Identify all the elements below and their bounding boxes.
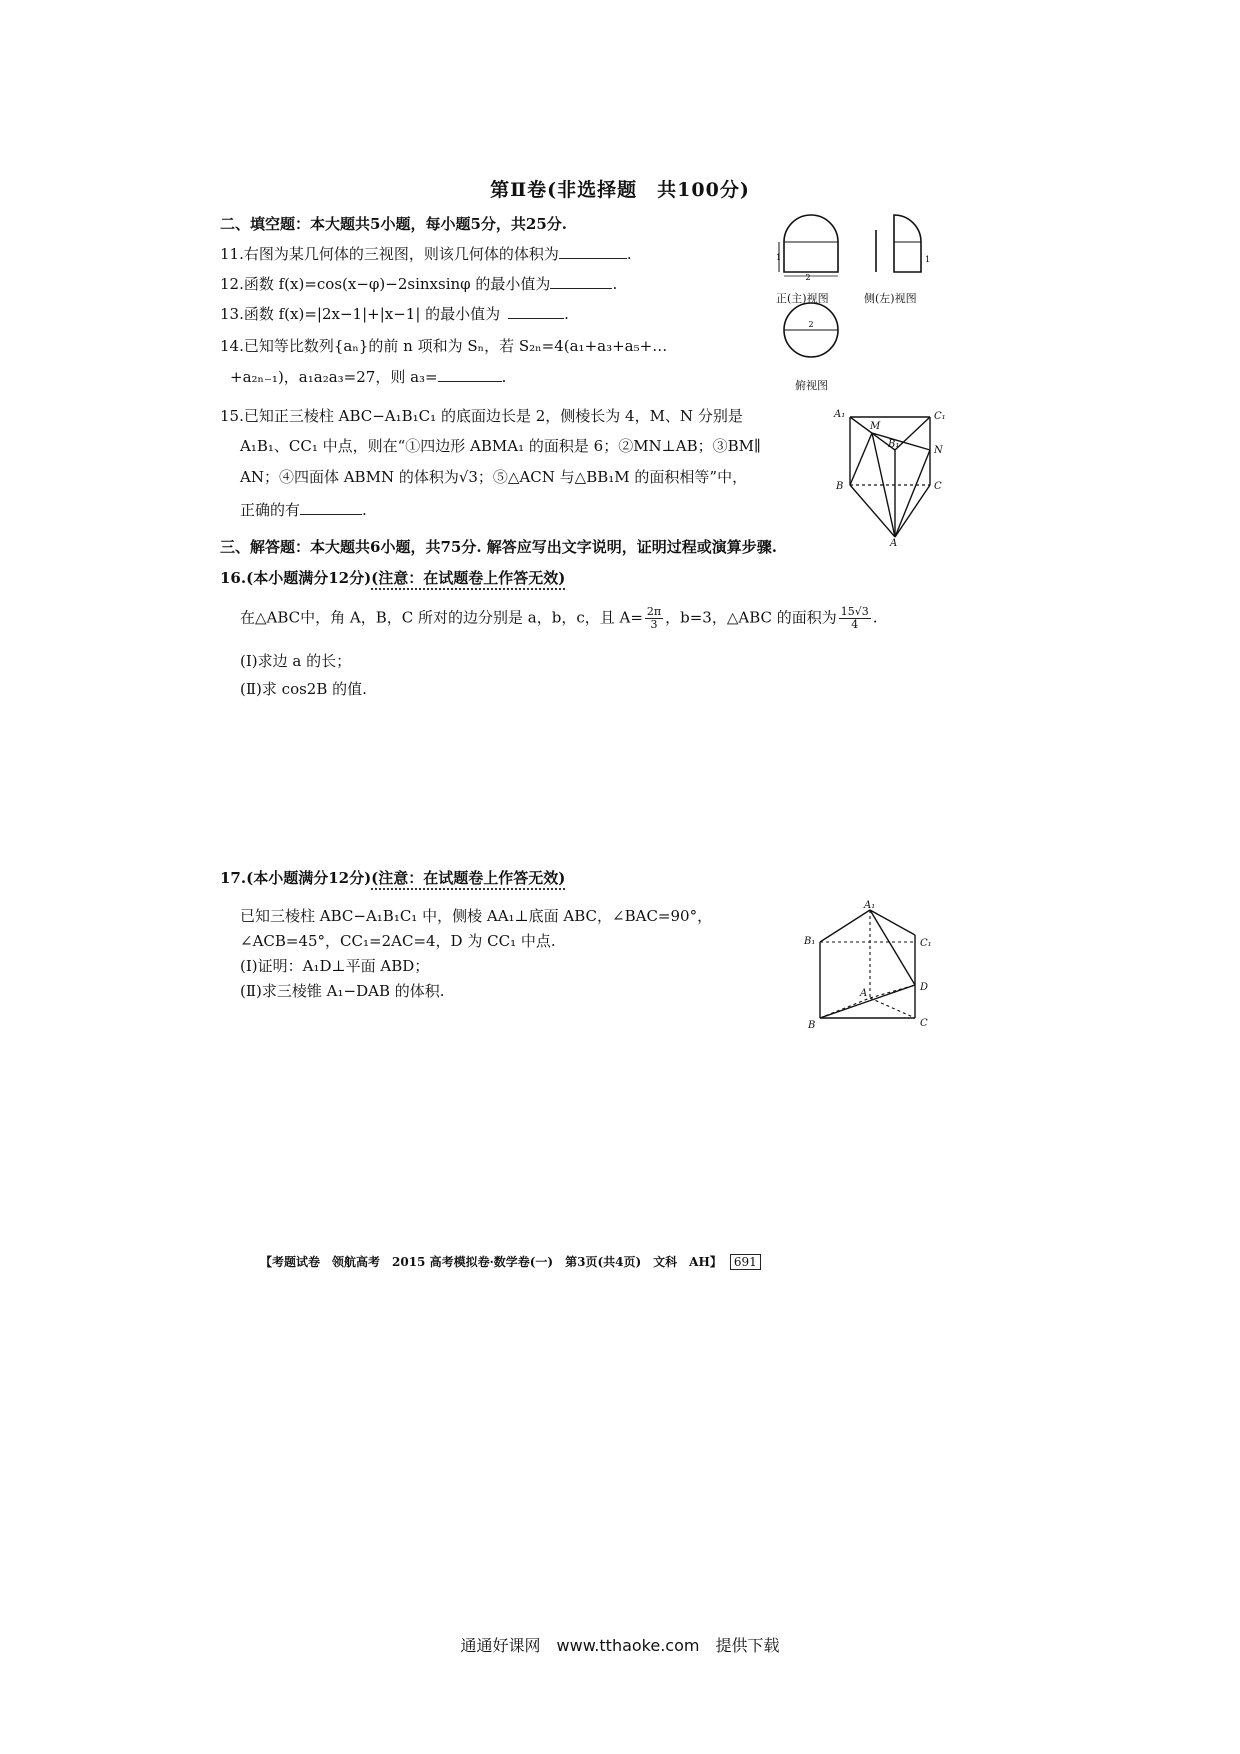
label-N: N [934, 445, 943, 456]
question-17-part-2: (Ⅱ)求三棱锥 A₁−DAB 的体积. [240, 982, 445, 1000]
question-15-line1: 15.已知正三棱柱 ABC−A₁B₁C₁ 的底面边长是 2，侧棱长为 4，M、N 分别是 [220, 407, 743, 425]
question-11: 11.右图为某几何体的三视图，则该几何体的体积为 . [220, 245, 632, 263]
question-16-part-2: (Ⅱ)求 cos2B 的值. [240, 680, 367, 698]
question-12: 12.函数 f(x)=cos(x−φ)−2sinxsinφ 的最小值为 . [220, 275, 618, 293]
question-15-text: 正确的有 [240, 501, 301, 519]
question-17-line2: ∠ACB=45°，CC₁=2AC=4，D 为 CC₁ 中点. [240, 932, 556, 950]
answer-blank-15 [300, 514, 362, 515]
side-view [876, 215, 930, 272]
front-dim-2: 2 [805, 273, 811, 282]
label-M: M [870, 421, 881, 432]
q16-area-numerator: 15√3 [840, 605, 869, 618]
question-12-text: 12.函数 f(x)=cos(x−φ)−2sinxsinφ 的最小值为 [220, 275, 551, 293]
download-credit: 通通好课网 www.tthaoke.com 提供下载 [460, 1636, 780, 1655]
label-A1-15: A₁ [834, 409, 846, 420]
question-13: 13.函数 f(x)=|2x−1|+|x−1| 的最小值为 . [220, 305, 569, 323]
front-dim-1: 1 [776, 253, 782, 262]
question-17-part-1: (Ⅰ)证明：A₁D⊥平面 ABD； [240, 957, 430, 975]
label-B1-15: B₁ [888, 439, 900, 450]
question-17-line1: 已知三棱柱 ABC−A₁B₁C₁ 中，侧棱 AA₁⊥底面 ABC，∠BAC=90°， [240, 907, 713, 925]
label-B-17: B [808, 1020, 816, 1030]
section-title: 第Ⅱ卷(非选择题 共100分) [490, 179, 750, 201]
prism-figure-17 [800, 900, 950, 1030]
question-14-line1: 14.已知等比数列{aₙ}的前 n 项和为 Sₙ，若 S₂ₙ=4(a₁+a₃+a₅+… [220, 337, 668, 355]
q16-body-pre: 在△ABC中，角 A，B，C 所对的边分别是 a，b，c，且 A= [240, 608, 643, 627]
footer-text: 【考题试卷 领航高考 2015 高考模拟卷·数学卷(一) 第3页(共4页) 文科 AH】 [260, 1255, 722, 1269]
question-14-line2: +a₂ₙ₋₁)，a₁a₂a₃=27，则 a₃= . [230, 368, 507, 386]
label-C-17: C [920, 1018, 928, 1029]
question-16-header [220, 567, 565, 588]
question-17-header [220, 867, 565, 888]
part3-heading: 三、解答题：本大题共6小题，共75分. 解答应写出文字说明，证明过程或演算步骤. [220, 538, 777, 556]
q16-angle-fraction [645, 606, 663, 631]
question-16-body [240, 606, 878, 631]
question-15-line3: AN；④四面体 ABMN 的体积为√3；⑤△ACN 与△BB₁M 的面积相等”中， [240, 468, 748, 486]
label-A-17: A [860, 988, 868, 999]
page-footer [260, 1253, 761, 1270]
q16-area-fraction [839, 606, 871, 631]
page-code: 691 [730, 1254, 761, 1270]
q16-body-end: . [872, 608, 878, 627]
question-13-text: 13.函数 f(x)=|2x−1|+|x−1| 的最小值为 [220, 305, 501, 323]
label-B1-17: B₁ [804, 936, 816, 947]
answer-blank-12 [550, 288, 612, 289]
question-17-note: (注意：在试题卷上作答无效) [371, 869, 565, 890]
front-view-label: 正(主)视图 [776, 292, 829, 305]
label-A1-17: A₁ [864, 900, 876, 911]
label-C-15: C [934, 481, 942, 492]
q16-body-mid: ，b=3，△ABC 的面积为 [665, 608, 837, 627]
question-14-text: +a₂ₙ₋₁)，a₁a₂a₃=27，则 a₃= [230, 368, 438, 386]
side-dim-1: 1 [925, 255, 931, 264]
question-15-line4: 正确的有 . [240, 501, 367, 519]
question-16-part-1: (Ⅰ)求边 a 的长； [240, 652, 352, 670]
label-C1-15: C₁ [934, 411, 946, 422]
answer-blank-14 [438, 381, 502, 382]
q16-angle-numerator: 2π [646, 605, 662, 618]
label-D: D [920, 982, 929, 993]
q16-angle-denominator: 3 [650, 618, 658, 631]
top-view [784, 303, 838, 357]
top-view-label: 俯视图 [795, 379, 828, 392]
question-15-line2: A₁B₁、CC₁ 中点，则在“①四边形 ABMA₁ 的面积是 6；②MN⊥AB；③BM∥ [240, 437, 761, 455]
question-11-text: 11.右图为某几何体的三视图，则该几何体的体积为 [220, 245, 559, 263]
question-16-note: (注意：在试题卷上作答无效) [371, 569, 565, 590]
answer-blank-13 [508, 318, 564, 319]
top-dim-2: 2 [808, 320, 814, 329]
label-C1-17: C₁ [920, 938, 932, 949]
label-B-15: B [836, 481, 844, 492]
question-16-score: 16.(本小题满分12分) [220, 569, 372, 587]
side-view-label: 侧(左)视图 [864, 292, 917, 305]
q16-area-denominator: 4 [851, 618, 859, 631]
part2-heading: 二、填空题：本大题共5小题，每小题5分，共25分. [220, 215, 567, 233]
label-A-15: A [890, 538, 898, 547]
prism-figure-15 [830, 405, 950, 547]
question-17-score: 17.(本小题满分12分) [220, 869, 372, 887]
answer-blank-11 [559, 258, 627, 259]
front-view [776, 215, 838, 282]
